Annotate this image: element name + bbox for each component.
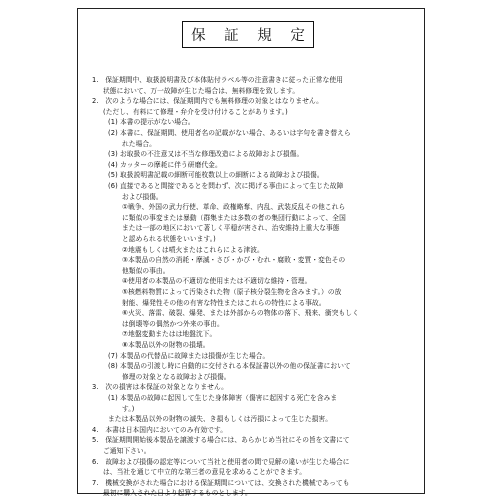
clause-line: または一部の地区において著しく平穏が害され、治安維持上重大な事態	[122, 224, 340, 233]
clause-line: (5) 取扱説明書記載の細断可能枚数以上の細断による故障および損傷。	[108, 171, 324, 180]
clause-line: 7. 機械交換がされた場合における保証期間については、交換された機械であっても	[92, 478, 350, 487]
clause-line: ④使用者の本製品の不適切な使用または不適切な維持・管理。	[122, 277, 312, 286]
clause-line: ①戦争、外国の武力行使、革命、政権略奪、内乱、武装反乱その他これら	[122, 203, 346, 212]
clause-line: 1. 保証期間中、取扱説明書及び本体貼付ラベル等の注意書きに従った正常な使用	[92, 76, 343, 84]
clause-line: 状態において、万一故障が生じた場合は、無料修理を致します。	[103, 86, 300, 95]
clause-line: (6) 直接であると間接であるとを問わず、次に掲げる事由によって生じた故障	[108, 182, 344, 190]
clause-line: 3. 次の損害は本保証の対象となりません。	[92, 383, 228, 392]
clause-line: 4. 本書は日本国内においてのみ有効です。	[92, 425, 228, 434]
clause-line: (3) お取扱の不注意又は不当な修理改造による故障および損傷。	[108, 150, 304, 159]
clause-line: 最初に購入された日より起算するものとします。	[103, 489, 252, 498]
clause-line: 2. 次のような場合には、保証期間内でも無料修理の対象とはなりません。	[92, 97, 323, 106]
clause-line: に類似の事変または暴動（群集または多数の者の集団行動によって、全国	[122, 213, 346, 222]
clause-line: ③本製品の自然の消耗・摩滅・さび・かび・むれ・腐敗・変質・変色その	[122, 256, 346, 265]
clause-line: ⑥火災、落雷、破裂、爆発、または外部からの物体の落下、飛来、衝突もしく	[122, 309, 359, 318]
clause-line: は倒壊等の偶然かつ外来の事由。	[122, 319, 224, 328]
clause-line: ⑧本製品以外の財物の損壊。	[122, 341, 210, 349]
clause-line: ②地震もしくは噴火またはこれらによる津波。	[122, 245, 264, 254]
clause-line: (ただし、有料にて修理・弁介を受け付けることがあります。)	[103, 107, 288, 116]
clause-line: (7) 本製品の代替品に故障または損傷が生じた場合。	[108, 351, 270, 360]
clause-line: または本製品以外の財物の滅失、き損もしくは汚損によって生じた損害。	[108, 415, 332, 424]
clause-line: ⑦地盤変動またはは地盤沈下。	[122, 330, 217, 339]
clause-line: (1) 本製品の故障に起因して生じた身体障害（傷害に起因する死亡を含みま	[108, 394, 338, 402]
clause-line: (1) 本書の提示がない場合。	[108, 118, 195, 127]
clause-line: 6. 故障および損傷の認定等について当社と使用者の間で見解の違いが生じた場合に	[92, 457, 350, 466]
warranty-document	[77, 8, 425, 498]
clause-line: は、当社を通じて中立的な第三者の意見を求めることができます。	[103, 468, 307, 477]
clause-line: す。)	[122, 404, 135, 413]
clause-line: ⑤核燃料物質によって汚染された物（原子核分裂生物を含みます。）の放	[122, 288, 342, 296]
clause-line: 5. 保証期間開始後本製品を譲渡する場合には、あらかじめ当社にその旨を文書にて	[92, 436, 350, 445]
clause-line: (4) カッターの摩耗に伴う研磨代金。	[108, 160, 222, 169]
clause-line: (2) 本書に、保証期間、使用者名の記載がない場合、あるいは字句を書き替えら	[108, 129, 351, 137]
clause-line: ご通知下さい。	[103, 447, 151, 455]
clause-line: 射能、爆発性その他の有害な特性またはこれらの特性による事故。	[122, 298, 326, 307]
clause-line: れた場合。	[122, 139, 156, 148]
clause-line: 他類似の事由。	[122, 266, 170, 275]
clause-line: 修理の対象となる故障および損傷。	[122, 372, 231, 381]
clause-line: と認められる状態をいいます。)	[122, 235, 216, 243]
clause-line: および損傷。	[122, 192, 163, 201]
document-title: 保 証 規 定	[182, 21, 314, 48]
clause-line: (8) 本製品の引渡し時に自動的に交付される本保証書以外の他の保証書において	[108, 362, 351, 371]
